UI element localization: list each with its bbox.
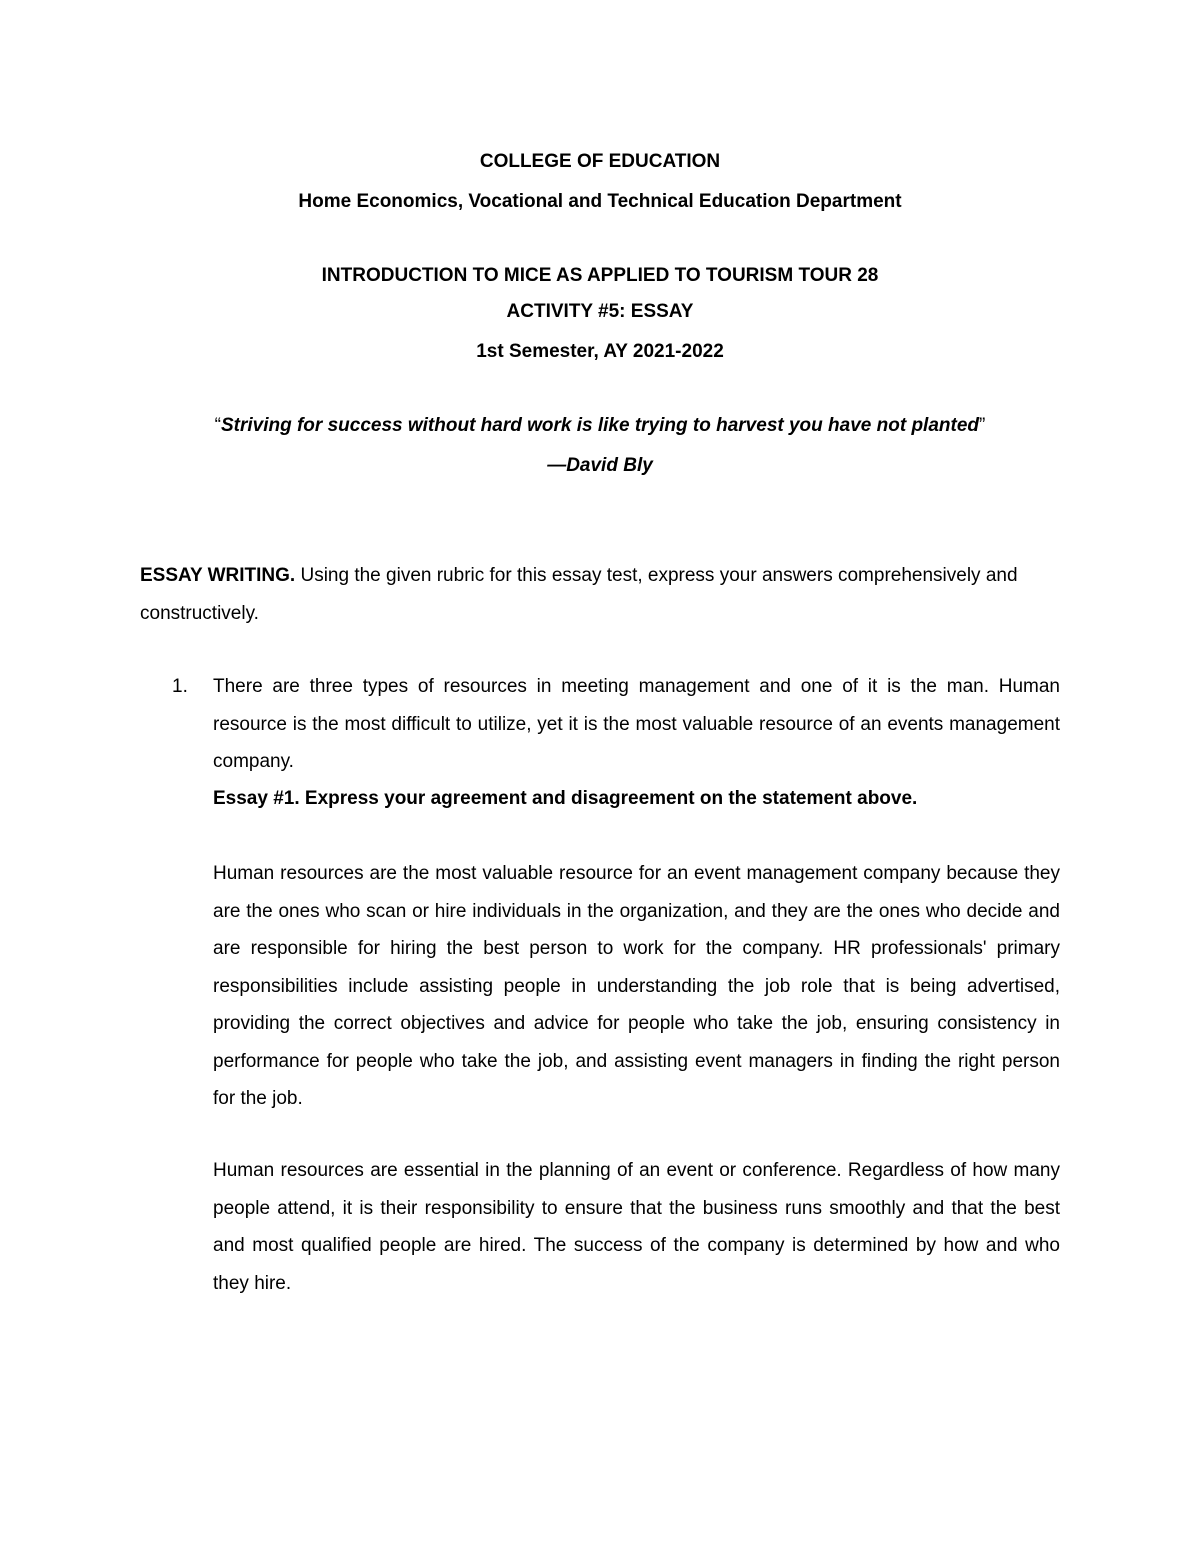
item-statement: There are three types of resources in meeting management and one of it is the man. Human resource is the most difficult to utilize, yet it is the most valuable resource of an events management company. bbox=[213, 676, 1060, 772]
semester-line: 1st Semester, AY 2021-2022 bbox=[476, 341, 724, 362]
course-title: INTRODUCTION TO MICE AS APPLIED TO TOURISM TOUR 28 bbox=[321, 265, 879, 286]
instructions-text: Using the given rubric for this essay test, express your answers comprehensively and constructively. bbox=[140, 565, 1018, 624]
quote-close-mark: ” bbox=[979, 415, 986, 436]
department-heading: Home Economics, Vocational and Technical Education Department bbox=[298, 191, 902, 212]
answer-paragraph: Human resources are the most valuable resource for an event management company because they are the ones who scan or hire individuals in the organization, and they are the ones who decide and are responsible for hiring the best person to work for the company. HR professionals' primary responsibilities include assisting people in understanding the job role that is being advertised, providing the correct objectives and advice for people who take the job, ensuring consistency in performance for people who take the job, and assisting event managers in finding the right person for the job. bbox=[213, 863, 1060, 1109]
answer-paragraph: Human resources are essential in the planning of an event or conference. Regardless of how many people attend, it is their responsibility to ensure that the business runs smoothly and that the best and most qualified people are hired. The success of the company is determined by how and who they hire. bbox=[213, 1160, 1060, 1294]
activity-title: ACTIVITY #5: ESSAY bbox=[506, 301, 694, 322]
quote-open-mark: “ bbox=[214, 415, 221, 436]
item-number: 1. bbox=[172, 676, 188, 697]
quote-author: —David Bly bbox=[547, 455, 653, 476]
instructions-lead: ESSAY WRITING. bbox=[140, 565, 296, 586]
quote-text bbox=[0, 414, 1200, 438]
quote-body: Striving for success without hard work is like trying to harvest you have not planted bbox=[220, 415, 980, 436]
college-heading: COLLEGE OF EDUCATION bbox=[479, 151, 721, 172]
instructions-paragraph bbox=[140, 557, 1060, 632]
essay-prompt: Essay #1. Express your agreement and disagreement on the statement above. bbox=[213, 788, 918, 809]
